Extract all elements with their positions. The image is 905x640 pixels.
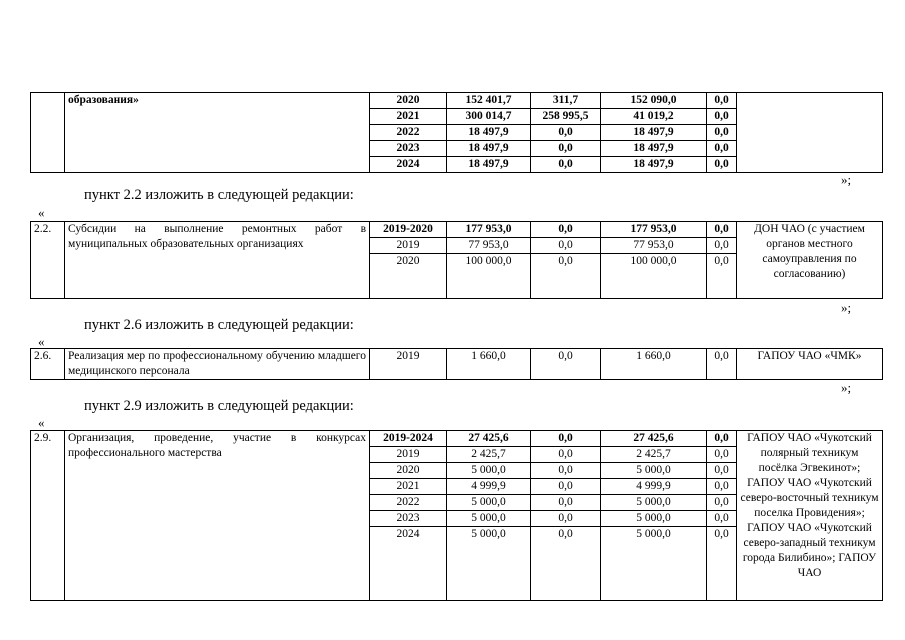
total-cell: 5 000,0 (447, 511, 531, 527)
federal-cell: 0,0 (531, 141, 601, 157)
heading-2-6: пункт 2.6 изложить в следующей редакции: (84, 317, 354, 333)
executor-cell: ГАПОУ ЧАО «ЧМК» (737, 349, 883, 380)
close-quote-1: »; (841, 172, 852, 187)
open-quote-2-6: « (38, 334, 45, 349)
year-cell: 2023 (370, 141, 447, 157)
municipal-cell: 0,0 (707, 495, 737, 511)
heading-2-9: пункт 2.9 изложить в следующей редакции: (84, 398, 354, 414)
regional-cell: 77 953,0 (601, 238, 707, 254)
municipal-cell: 0,0 (707, 93, 737, 109)
regional-cell: 5 000,0 (601, 463, 707, 479)
federal-cell: 0,0 (531, 527, 601, 601)
year-cell: 2021 (370, 109, 447, 125)
federal-cell: 0,0 (531, 463, 601, 479)
year-cell: 2019-2024 (370, 431, 447, 447)
municipal-cell: 0,0 (707, 125, 737, 141)
federal-cell: 258 995,5 (531, 109, 601, 125)
table-row (31, 222, 883, 238)
municipal-cell: 0,0 (707, 222, 737, 238)
municipal-cell: 0,0 (707, 141, 737, 157)
measure-name: Субсидии на выполнение ремонтных работ в муниципальных образовательных организациях (65, 222, 370, 299)
table-continuation (30, 92, 883, 173)
year-cell: 2021 (370, 479, 447, 495)
executor-cell: ГАПОУ ЧАО «Чукотский полярный техникум посёлка Эгвекинот»; ГАПОУ ЧАО «Чукотский северо-восточный техникум поселка Провидения»; ГАПОУ ЧАО «Чукотский северо-западный техникум города Билибино»; ГАПОУ ЧАО (737, 431, 883, 601)
row-number: 2.9. (31, 431, 65, 601)
municipal-cell: 0,0 (707, 479, 737, 495)
regional-cell: 18 497,9 (601, 141, 707, 157)
open-quote-2-2: « (38, 205, 45, 220)
row-number: 2.2. (31, 222, 65, 299)
year-cell: 2019 (370, 349, 447, 380)
regional-cell: 27 425,6 (601, 431, 707, 447)
table-row (31, 349, 883, 380)
year-cell: 2024 (370, 527, 447, 601)
row-number (31, 93, 65, 173)
total-cell: 5 000,0 (447, 463, 531, 479)
year-cell: 2020 (370, 93, 447, 109)
table-row (31, 93, 883, 109)
municipal-cell: 0,0 (707, 109, 737, 125)
municipal-cell: 0,0 (707, 463, 737, 479)
federal-cell: 0,0 (531, 157, 601, 173)
municipal-cell: 0,0 (707, 511, 737, 527)
municipal-cell: 0,0 (707, 349, 737, 380)
municipal-cell: 0,0 (707, 527, 737, 601)
year-cell: 2023 (370, 511, 447, 527)
total-cell: 18 497,9 (447, 141, 531, 157)
municipal-cell: 0,0 (707, 238, 737, 254)
federal-cell: 0,0 (531, 431, 601, 447)
federal-cell: 0,0 (531, 222, 601, 238)
total-cell: 177 953,0 (447, 222, 531, 238)
open-quote-2-9: « (38, 415, 45, 430)
year-cell: 2019 (370, 238, 447, 254)
measure-name: Организация, проведение, участие в конкурсах профессионального мастерства (65, 431, 370, 601)
total-cell: 152 401,7 (447, 93, 531, 109)
executor-cell: ДОН ЧАО (с участием органов местного самоуправления по согласованию) (737, 222, 883, 299)
regional-cell: 5 000,0 (601, 511, 707, 527)
year-cell: 2020 (370, 254, 447, 299)
measure-name: Реализация мер по профессиональному обучению младшего медицинского персонала (65, 349, 370, 380)
total-cell: 18 497,9 (447, 157, 531, 173)
row-number: 2.6. (31, 349, 65, 380)
federal-cell: 0,0 (531, 479, 601, 495)
federal-cell: 0,0 (531, 125, 601, 141)
total-cell: 2 425,7 (447, 447, 531, 463)
year-cell: 2024 (370, 157, 447, 173)
table-2-2 (30, 221, 883, 299)
table-2-6 (30, 348, 883, 380)
total-cell: 1 660,0 (447, 349, 531, 380)
federal-cell: 0,0 (531, 238, 601, 254)
regional-cell: 1 660,0 (601, 349, 707, 380)
year-cell: 2020 (370, 463, 447, 479)
year-cell: 2019-2020 (370, 222, 447, 238)
regional-cell: 2 425,7 (601, 447, 707, 463)
regional-cell: 177 953,0 (601, 222, 707, 238)
year-cell: 2022 (370, 125, 447, 141)
federal-cell: 0,0 (531, 495, 601, 511)
regional-cell: 152 090,0 (601, 93, 707, 109)
total-cell: 5 000,0 (447, 527, 531, 601)
table-2-9 (30, 430, 883, 601)
total-cell: 77 953,0 (447, 238, 531, 254)
regional-cell: 18 497,9 (601, 157, 707, 173)
total-cell: 5 000,0 (447, 495, 531, 511)
close-quote-2-2: »; (841, 300, 852, 315)
year-cell: 2019 (370, 447, 447, 463)
regional-cell: 5 000,0 (601, 495, 707, 511)
regional-cell: 100 000,0 (601, 254, 707, 299)
total-cell: 18 497,9 (447, 125, 531, 141)
table-row (31, 431, 883, 447)
municipal-cell: 0,0 (707, 157, 737, 173)
year-cell: 2022 (370, 495, 447, 511)
municipal-cell: 0,0 (707, 447, 737, 463)
federal-cell: 0,0 (531, 447, 601, 463)
total-cell: 4 999,9 (447, 479, 531, 495)
executor-cell (737, 93, 883, 173)
municipal-cell: 0,0 (707, 254, 737, 299)
federal-cell: 0,0 (531, 349, 601, 380)
total-cell: 100 000,0 (447, 254, 531, 299)
heading-2-2: пункт 2.2 изложить в следующей редакции: (84, 187, 354, 203)
total-cell: 27 425,6 (447, 431, 531, 447)
federal-cell: 311,7 (531, 93, 601, 109)
regional-cell: 4 999,9 (601, 479, 707, 495)
measure-name: образования» (65, 93, 370, 173)
regional-cell: 18 497,9 (601, 125, 707, 141)
close-quote-2-6: »; (841, 380, 852, 395)
federal-cell: 0,0 (531, 511, 601, 527)
regional-cell: 5 000,0 (601, 527, 707, 601)
total-cell: 300 014,7 (447, 109, 531, 125)
regional-cell: 41 019,2 (601, 109, 707, 125)
municipal-cell: 0,0 (707, 431, 737, 447)
federal-cell: 0,0 (531, 254, 601, 299)
